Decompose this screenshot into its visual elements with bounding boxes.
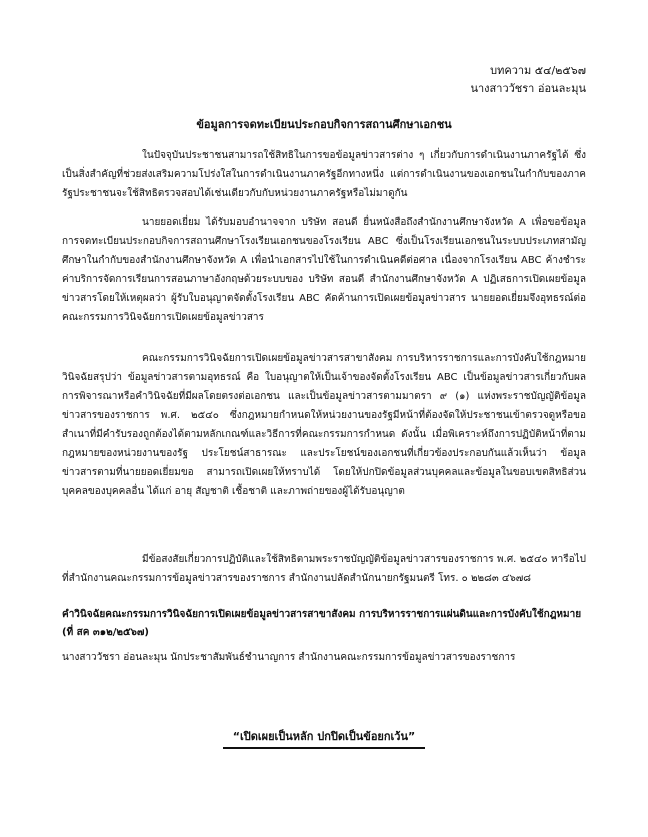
article-reference	[470, 62, 586, 98]
verdict-reference: คำวินิจฉัยคณะกรรมการวินิจฉัยการเปิดเผยข้อมูลข่าวสารสาขาสังคม การบริหารราชการแผ่นดินและการบังคับใช้กฎหมาย (ที่ สค ๓๑๒/๒๕๖๗)	[62, 609, 582, 638]
document-title: ข้อมูลการจดทะเบียนประกอบกิจการสถานศึกษาเอกชน	[196, 118, 452, 131]
motto: “เปิดเผยเป็นหลัก ปกปิดเป็นข้อยกเว้น”	[232, 730, 416, 743]
paragraph-contact-info: มีข้อสงสัยเกี่ยวการปฏิบัติและใช้สิทธิตามพระราชบัญญัติข้อมูลข่าวสารของราชการ พ.ศ. ๒๕๔๐ หารือไปที่สำนักงานคณะกรรมการข้อมูลข่าวสารของราชการ สำนักงานปลัดสำนักนายกรัฐมนตรี โทร. ๐ ๒๒๘๓ ๔๖๗๘	[62, 554, 586, 584]
paragraph-committee-ruling: คณะกรรมการวินิจฉัยการเปิดเผยข้อมูลข่าวสารสาขาสังคม การบริหารราชการและการบังคับใช้กฎหมายวินิจฉัยสรุปว่า ข้อมูลข่าวสารตามอุทธรณ์ คือ ใบอนุญาตให้เป็นเจ้าของจัดตั้งโรงเรียน ABC เป็นข้อมูลข่าวสารเกี่ยวกับผลการพิจารณาหรือคำวินิจฉัยที่มีผลโดยตรงต่อเอกชน และเป็นข้อมูลข่าวสารตามมาตรา ๙ (๑) แห่งพระราชบัญญัติข้อมูลข่าวสารของราชการ พ.ศ. ๒๕๔๐ ซึ่งกฎหมายกำหนดให้หน่วยงานของรัฐมีหน้าที่ต้องจัดให้ประชาชนเข้าตรวจดูหรือขอสำเนาที่มีคำรับรองถูกต้องได้ตามหลักเกณฑ์และวิธีการที่คณะกรรมการกำหนด ดังนั้น เมื่อพิเคราะห์ถึงการปฏิบัติหน้าที่ตามกฎหมายของหน่วยงานของรัฐ ประโยชน์สาธารณะ และประโยชน์ของเอกชนที่เกี่ยวข้องประกอบกันแล้วเห็นว่า ข้อมูลข่าวสารตามที่นายยอดเยี่ยมขอ สามารถเปิดเผยให้ทราบได้ โดยให้ปกปิดข้อมูลส่วนบุคคลและข้อมูลในขอบเขตสิทธิส่วนบุคคลของบุคคลอื่น ได้แก่ อายุ สัญชาติ เชื้อชาติ และภาพถ่ายของผู้ได้รับอนุญาต	[62, 353, 586, 497]
article-number: บทความ ๕๔/๒๕๖๗	[490, 64, 586, 77]
article-author: นางสาววัชรา อ่อนละมุน	[470, 82, 586, 95]
paragraph-case-facts: นายยอดเยี่ยม ได้รับมอบอำนาจจาก บริษัท สอนดี ยื่นหนังสือถึงสำนักงานศึกษาจังหวัด A เพื่อขอข้อมูลการจดทะเบียนประกอบกิจการสถานศึกษาโรงเรียนเอกชนของโรงเรียน ABC ซึ่งเป็นโรงเรียนเอกชนในระบบประเภทสามัญศึกษาในกำกับของสำนักงานศึกษาจังหวัด A เพื่อนำเอกสารไปใช้ในการดำเนินคดีต่อศาล เนื่องจากโรงเรียน ABC ค้างชำระค่าบริการจัดการเรียนการสอนภาษาอังกฤษด้วยระบบของ บริษัท สอนดี สำนักงานศึกษาจังหวัด A ปฏิเสธการเปิดเผยข้อมูลข่าวสารโดยให้เหตุผลว่า ผู้รับใบอนุญาตจัดตั้งโรงเรียน ABC คัดค้านการเปิดเผยข้อมูลข่าวสาร นายยอดเยี่ยมจึงอุทธรณ์ต่อคณะกรรมการวินิจฉัยการเปิดเผยข้อมูลข่าวสาร	[62, 217, 586, 323]
paragraph-intro: ในปัจจุบันประชาชนสามารถใช้สิทธิในการขอข้อมูลข่าวสารต่าง ๆ เกี่ยวกับการดำเนินงานภาครัฐได้ ซึ่งเป็นสิ่งสำคัญที่ช่วยส่งเสริมความโปร่งใสในการดำเนินงานภาครัฐอีกทางหนึ่ง แต่การดำเนินงานของเอกชนในกำกับของภาครัฐประชาชนจะใช้สิทธิตรวจสอบได้เช่นเดียวกับกับหน่วยงานภาครัฐหรือไม่มาดูกัน	[62, 150, 586, 199]
motto-underline	[223, 747, 425, 749]
author-credit: นางสาววัชรา อ่อนละมุน นักประชาสัมพันธ์ชำนาญการ สำนักงานคณะกรรมการข้อมูลข่าวสารของราชการ	[62, 652, 516, 663]
